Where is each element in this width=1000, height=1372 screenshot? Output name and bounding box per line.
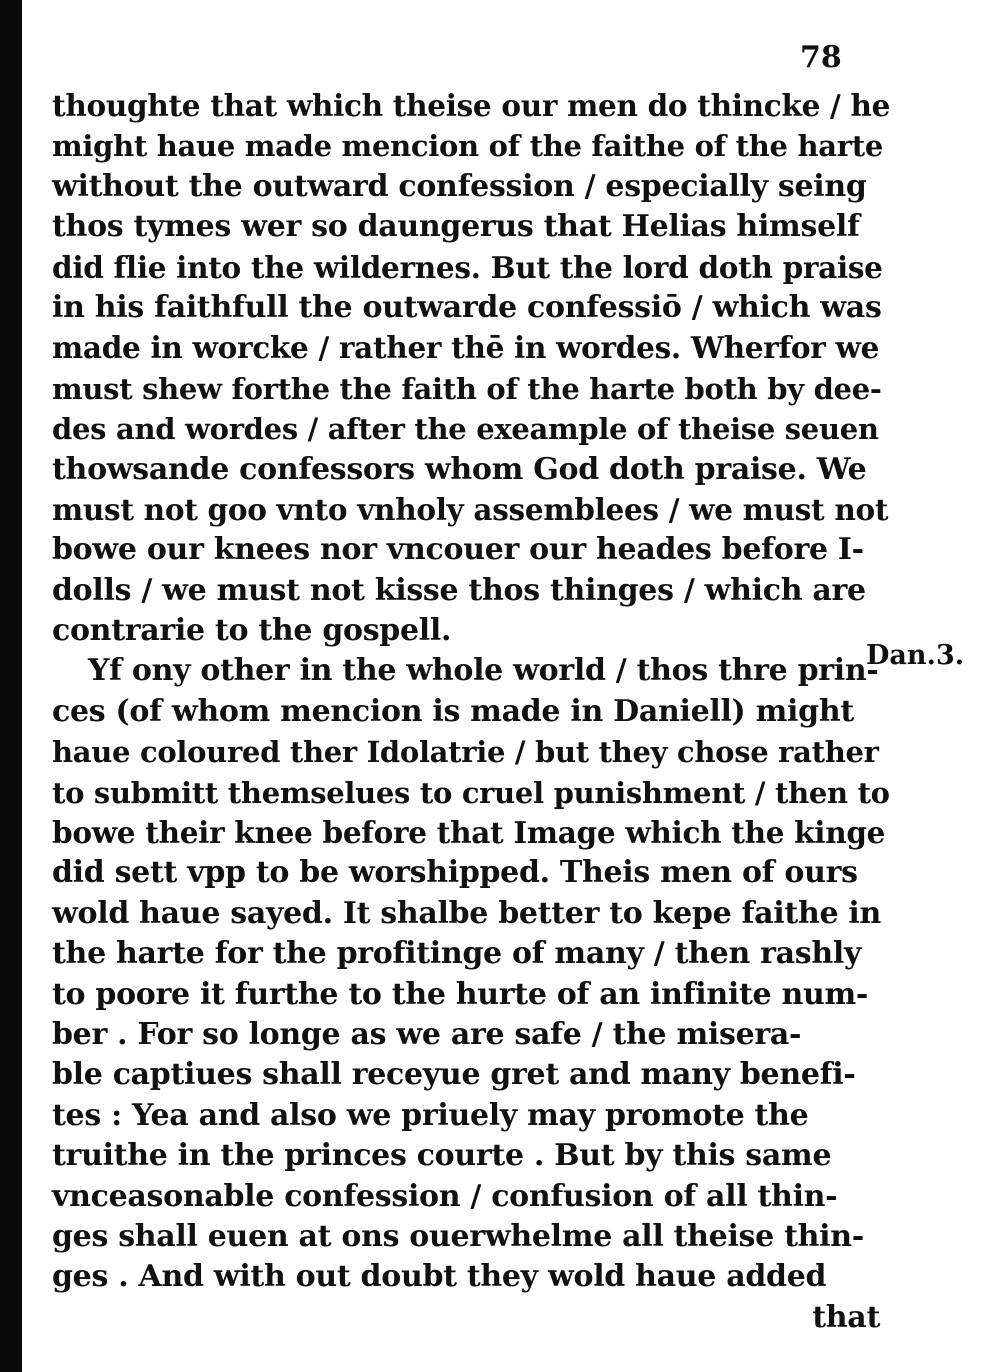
page-text [52,86,892,1338]
text-line: made in worcke / rather thē in wordes. Wherfor we [52,330,880,366]
text-line: ble captiues shall receyue gret and many benefi- [52,1057,856,1093]
text-line: dolls / we must not kisse thos thinges / which are [52,572,866,608]
text-line: contrarie to the gospell. [52,613,452,649]
text-line: did sett vpp to be worshipped. Theis men of ours [52,855,858,891]
text-line: des and wordes / after the exeample of theise seuen [52,412,879,447]
text-line: wold haue sayed. It shalbe better to kepe faithe in [52,895,881,931]
text-line: ber . For so longe as we are safe / the misera- [52,1016,802,1052]
text-line: tes : Yea and also we priuely may promote the [52,1097,809,1133]
catchword: that [812,1299,880,1335]
text-line: ces (of whom mencion is made in Daniell) might [52,693,854,729]
page-number: 78 [800,40,842,75]
text-line: vnceasonable confession / confusion of all thin- [52,1178,838,1214]
text-line: bowe their knee before that Image which the kinge [52,815,886,851]
page-binding-edge [0,0,22,1372]
text-line: bowe our knees nor vncouer our heades before I- [52,532,864,568]
paragraph-first-line: Yf ony other in the whole world / thos thre prin- [88,653,879,689]
text-line: thoughte that which theise our men do thincke / he [52,88,891,123]
text-line: did flie into the wildernes. But the lord doth praise [52,249,883,285]
text-line: haue coloured ther Idolatrie / but they chose rather [52,735,879,770]
text-line: might haue made mencion of the faithe of the harte [52,129,883,164]
text-line: ges . And with out doubt they wold haue added [52,1259,827,1295]
text-line: ges shall euen at ons ouerwhelme all theise thin- [52,1218,864,1254]
text-line: thos tymes wer so daungerus that Helias himself [52,209,860,245]
margin-note: Dan.3. [866,640,965,671]
text-line: thowsande confessors whom God doth praise. We [52,451,867,487]
text-line: must shew forthe the faith of the harte both by dee- [52,371,882,406]
text-line: in his faithfull the outwarde confessiō / which was [52,289,882,325]
text-line: to submitt themselues to cruel punishment / then to [52,775,890,810]
text-line: the harte for the profitinge of many / then rashly [52,936,862,972]
text-line: truithe in the princes courte . But by this same [52,1138,832,1174]
text-line: must not goo vnto vnholy assemblees / we must not [52,491,889,527]
text-line: to poore it furthe to the hurte of an infinite num- [52,976,869,1012]
text-line: without the outward confession / especially seing [52,168,867,204]
